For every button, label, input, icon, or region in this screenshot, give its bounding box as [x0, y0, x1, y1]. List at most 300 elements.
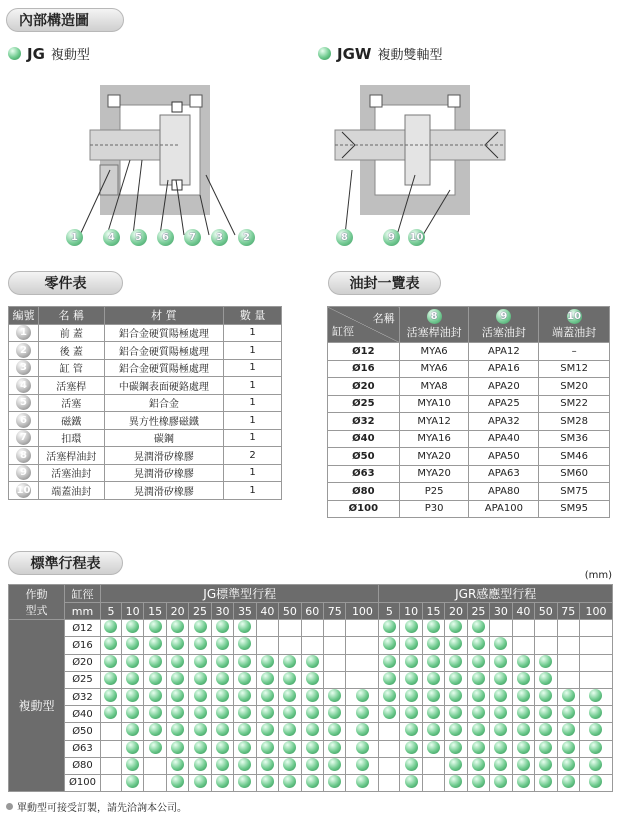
jg-stroke-cell — [234, 774, 256, 791]
part-material-cell: 鋁合金硬質陽極處理 — [104, 324, 224, 342]
available-icon — [472, 637, 485, 650]
jgr-stroke-header: 25 — [467, 603, 489, 620]
seal-number-icon: 9 — [496, 309, 511, 324]
jgr-stroke-cell — [557, 671, 579, 688]
bore-cell: Ø32 — [328, 413, 400, 431]
available-icon — [194, 620, 207, 633]
jgr-stroke-cell — [445, 637, 467, 654]
jgr-stroke-cell — [579, 757, 612, 774]
jg-stroke-cell — [279, 723, 301, 740]
available-icon — [494, 706, 507, 719]
part-number-cell — [9, 482, 39, 500]
jg-stroke-cell — [234, 740, 256, 757]
jg-stroke-cell — [166, 706, 188, 723]
available-icon — [494, 775, 507, 788]
jgr-stroke-cell — [467, 706, 489, 723]
jgr-stroke-cell — [400, 620, 422, 637]
jg-stroke-cell — [189, 757, 211, 774]
part-qty-cell: 1 — [224, 412, 282, 430]
jgr-stroke-header: 5 — [379, 603, 400, 620]
jgr-stroke-cell — [422, 740, 444, 757]
part-number-cell — [9, 429, 39, 447]
available-icon — [517, 741, 530, 754]
part-qty-cell: 1 — [224, 394, 282, 412]
available-icon — [194, 637, 207, 650]
available-icon — [517, 672, 530, 685]
part-number-cell — [9, 377, 39, 395]
jg-stroke-cell — [189, 706, 211, 723]
seal-col-8 — [399, 307, 469, 343]
jgr-stroke-cell — [379, 774, 400, 791]
jg-stroke-cell — [101, 723, 122, 740]
available-icon — [238, 758, 251, 771]
available-icon — [126, 655, 139, 668]
jgr-stroke-cell — [490, 620, 512, 637]
available-icon — [238, 741, 251, 754]
available-icon — [539, 689, 552, 702]
jgr-stroke-header: 75 — [557, 603, 579, 620]
jg-stroke-cell — [101, 688, 122, 705]
jgr-stroke-header: 20 — [445, 603, 467, 620]
bore-cell: Ø12 — [65, 620, 101, 637]
jgr-stroke-cell — [422, 654, 444, 671]
table-row — [9, 482, 282, 500]
jgr-stroke-cell — [445, 654, 467, 671]
available-icon — [149, 741, 162, 754]
available-icon — [216, 706, 229, 719]
jg-stroke-header: 40 — [256, 603, 278, 620]
available-icon — [283, 689, 296, 702]
available-icon — [405, 672, 418, 685]
unit-label: (mm) — [584, 570, 612, 581]
part-qty-cell: 1 — [224, 342, 282, 360]
available-icon — [589, 758, 602, 771]
part-material-cell: 晃潤滑矽橡膠 — [104, 464, 224, 482]
part-number-cell — [9, 464, 39, 482]
jg-stroke-cell — [211, 671, 233, 688]
jg-stroke-cell — [279, 740, 301, 757]
jg-stroke-cell — [211, 740, 233, 757]
footnote-text: 單動型可接受訂製，請先洽詢本公司。 — [17, 803, 187, 814]
jg-stroke-cell — [211, 637, 233, 654]
part-name-cell: 活塞桿 — [38, 377, 104, 395]
jg-stroke-cell — [256, 654, 278, 671]
available-icon — [149, 620, 162, 633]
table-row — [9, 447, 282, 465]
jg-stroke-cell — [144, 740, 166, 757]
jg-stroke-cell — [121, 654, 143, 671]
available-icon — [589, 775, 602, 788]
jg-stroke-cell — [211, 774, 233, 791]
jgr-stroke-cell — [535, 706, 557, 723]
stroke-table-title — [8, 551, 123, 575]
part-name-cell: 活塞桿油封 — [38, 447, 104, 465]
available-icon — [494, 689, 507, 702]
part-number-cell — [9, 342, 39, 360]
jg-stroke-header: 5 — [101, 603, 122, 620]
jgr-stroke-cell — [379, 740, 400, 757]
available-icon — [427, 655, 440, 668]
table-row — [9, 324, 282, 342]
jg-stroke-header: 75 — [324, 603, 346, 620]
jg-stroke-cell — [144, 774, 166, 791]
jg-stroke-cell — [166, 620, 188, 637]
jgr-stroke-cell — [379, 706, 400, 723]
callout-4: 4 — [103, 229, 120, 246]
jg-stroke-header: 50 — [279, 603, 301, 620]
jg-stroke-cell — [346, 740, 379, 757]
available-icon — [356, 723, 369, 736]
jgr-stroke-cell — [400, 740, 422, 757]
jgr-stroke-cell — [535, 757, 557, 774]
available-icon — [562, 723, 575, 736]
part-material-cell: 晃潤滑矽橡膠 — [104, 482, 224, 500]
table-row — [328, 413, 610, 431]
jg-stroke-cell — [301, 671, 323, 688]
jg-stroke-cell — [346, 671, 379, 688]
available-icon — [449, 637, 462, 650]
jgr-stroke-cell — [467, 671, 489, 688]
jg-stroke-cell — [121, 637, 143, 654]
parts-title-text: 零件表 — [44, 276, 87, 292]
available-icon — [261, 706, 274, 719]
jg-stroke-cell — [324, 671, 346, 688]
available-icon — [589, 723, 602, 736]
part-qty-cell: 2 — [224, 447, 282, 465]
available-icon — [104, 637, 117, 650]
available-icon — [589, 689, 602, 702]
seal-code-cell: MYA10 — [399, 395, 469, 413]
seals-corner-header — [328, 307, 400, 343]
action-type-header — [9, 585, 65, 620]
jg-stroke-cell — [166, 774, 188, 791]
table-row — [9, 757, 613, 774]
available-icon — [216, 620, 229, 633]
part-material-cell: 鋁合金 — [104, 394, 224, 412]
parts-table-title — [8, 271, 123, 295]
jg-stroke-header: 100 — [346, 603, 379, 620]
available-icon — [449, 706, 462, 719]
section-title-internal-structure — [6, 8, 124, 32]
table-row — [9, 740, 613, 757]
table-row — [328, 448, 610, 466]
jg-stroke-cell — [324, 637, 346, 654]
callout-7: 7 — [184, 229, 201, 246]
available-icon — [306, 689, 319, 702]
bore-cell: Ø20 — [328, 378, 400, 396]
available-icon — [494, 655, 507, 668]
jg-stroke-cell — [189, 637, 211, 654]
available-icon — [261, 672, 274, 685]
jg-callout-row — [66, 229, 255, 246]
seal-code-cell: APA20 — [469, 378, 539, 396]
available-icon — [383, 689, 396, 702]
available-icon — [104, 672, 117, 685]
available-icon — [261, 723, 274, 736]
jg-stroke-cell — [324, 774, 346, 791]
available-icon — [216, 655, 229, 668]
available-icon — [494, 672, 507, 685]
available-icon — [328, 689, 341, 702]
jgr-stroke-cell — [557, 757, 579, 774]
jg-stroke-cell — [211, 757, 233, 774]
jg-stroke-cell — [301, 706, 323, 723]
jgr-stroke-cell — [400, 706, 422, 723]
available-icon — [405, 655, 418, 668]
available-icon — [171, 655, 184, 668]
callout-6: 6 — [157, 229, 174, 246]
col-header: 名 稱 — [38, 307, 104, 325]
table-row — [9, 464, 282, 482]
stroke-table — [8, 584, 613, 792]
available-icon — [539, 775, 552, 788]
available-icon — [194, 689, 207, 702]
seal-col-name: 活塞油封 — [481, 326, 526, 339]
seals-table-title — [328, 271, 441, 295]
available-icon — [539, 655, 552, 668]
jgr-stroke-cell — [490, 688, 512, 705]
jgr-stroke-cell — [445, 740, 467, 757]
available-icon — [216, 723, 229, 736]
available-icon — [238, 723, 251, 736]
part-name-cell: 缸 管 — [38, 359, 104, 377]
bore-cell: Ø25 — [328, 395, 400, 413]
jgr-stroke-cell — [422, 688, 444, 705]
jgr-stroke-cell — [490, 637, 512, 654]
jg-stroke-cell — [346, 774, 379, 791]
number-icon: 2 — [16, 343, 31, 358]
table-row — [9, 654, 613, 671]
jg-stroke-cell — [346, 723, 379, 740]
available-icon — [238, 620, 251, 633]
seal-code-cell: APA40 — [469, 430, 539, 448]
jgw-subtitle — [318, 44, 442, 63]
callout-10: 10 — [408, 229, 425, 246]
jgr-stroke-header: 100 — [579, 603, 612, 620]
jgr-stroke-cell — [557, 774, 579, 791]
part-qty-cell: 1 — [224, 324, 282, 342]
jgr-stroke-cell — [400, 688, 422, 705]
jg-stroke-cell — [166, 671, 188, 688]
jg-stroke-cell — [256, 774, 278, 791]
number-icon: 7 — [16, 430, 31, 445]
available-icon — [126, 758, 139, 771]
available-icon — [383, 672, 396, 685]
jg-stroke-cell — [101, 774, 122, 791]
part-qty-cell: 1 — [224, 464, 282, 482]
jg-stroke-cell — [279, 637, 301, 654]
jg-stroke-cell — [234, 620, 256, 637]
table-row — [9, 774, 613, 791]
jgr-stroke-cell — [400, 654, 422, 671]
seal-code-cell: APA25 — [469, 395, 539, 413]
available-icon — [405, 706, 418, 719]
jgr-stroke-cell — [512, 620, 534, 637]
bullet-icon — [318, 47, 331, 60]
table-row — [9, 620, 613, 637]
jgr-stroke-cell — [512, 637, 534, 654]
part-qty-cell: 1 — [224, 429, 282, 447]
bore-cell: Ø40 — [65, 706, 101, 723]
mm-header: mm — [65, 603, 101, 620]
table-row — [9, 412, 282, 430]
available-icon — [449, 723, 462, 736]
jg-stroke-cell — [101, 654, 122, 671]
available-icon — [149, 637, 162, 650]
part-name-cell: 後 蓋 — [38, 342, 104, 360]
available-icon — [306, 723, 319, 736]
jg-stroke-cell — [256, 671, 278, 688]
available-icon — [283, 655, 296, 668]
table-row — [328, 343, 610, 361]
jgr-stroke-cell — [512, 774, 534, 791]
available-icon — [427, 706, 440, 719]
table-row — [9, 394, 282, 412]
jg-stroke-cell — [234, 654, 256, 671]
jg-stroke-header: 35 — [234, 603, 256, 620]
available-icon — [171, 775, 184, 788]
col-header: 數 量 — [224, 307, 282, 325]
jg-stroke-header: 15 — [144, 603, 166, 620]
jg-stroke-cell — [144, 620, 166, 637]
part-number-cell — [9, 324, 39, 342]
callout-8: 8 — [336, 229, 353, 246]
jgr-stroke-cell — [422, 671, 444, 688]
jg-stroke-cell — [121, 723, 143, 740]
jg-stroke-cell — [346, 654, 379, 671]
jg-stroke-cell — [211, 688, 233, 705]
parts-header-row — [9, 307, 282, 325]
available-icon — [328, 775, 341, 788]
jgr-stroke-cell — [400, 637, 422, 654]
jg-stroke-cell — [256, 620, 278, 637]
jgw-suffix: 複動雙軸型 — [377, 48, 443, 63]
bore-cell: Ø16 — [65, 637, 101, 654]
jgr-stroke-cell — [535, 654, 557, 671]
available-icon — [383, 620, 396, 633]
seal-col-10 — [539, 307, 610, 343]
available-icon — [517, 758, 530, 771]
parts-table — [8, 306, 282, 500]
jg-stroke-cell — [301, 688, 323, 705]
number-icon: 6 — [16, 413, 31, 428]
available-icon — [104, 620, 117, 633]
jg-stroke-cell — [301, 620, 323, 637]
table-row — [328, 430, 610, 448]
available-icon — [216, 758, 229, 771]
available-icon — [306, 672, 319, 685]
jg-stroke-cell — [101, 706, 122, 723]
available-icon — [283, 758, 296, 771]
table-row — [328, 378, 610, 396]
jgr-stroke-cell — [422, 774, 444, 791]
available-icon — [405, 637, 418, 650]
jgr-stroke-cell — [467, 740, 489, 757]
part-qty-cell: 1 — [224, 482, 282, 500]
available-icon — [194, 655, 207, 668]
available-icon — [494, 637, 507, 650]
callout-2: 2 — [238, 229, 255, 246]
jgr-stroke-cell — [445, 774, 467, 791]
available-icon — [171, 672, 184, 685]
callout-9: 9 — [383, 229, 400, 246]
jgr-stroke-cell — [557, 620, 579, 637]
available-icon — [472, 655, 485, 668]
jgw-label: JGW — [337, 44, 372, 63]
available-icon — [238, 672, 251, 685]
seal-code-cell: SM20 — [539, 378, 610, 396]
available-icon — [539, 741, 552, 754]
part-name-cell: 活塞油封 — [38, 464, 104, 482]
available-icon — [261, 689, 274, 702]
table-row — [9, 359, 282, 377]
available-icon — [216, 689, 229, 702]
number-icon: 8 — [16, 448, 31, 463]
jg-stroke-cell — [189, 620, 211, 637]
jgr-stroke-cell — [490, 757, 512, 774]
part-qty-cell: 1 — [224, 377, 282, 395]
seal-code-cell: – — [539, 343, 610, 361]
available-icon — [194, 741, 207, 754]
seal-code-cell: SM36 — [539, 430, 610, 448]
jgr-stroke-cell — [422, 706, 444, 723]
jgr-stroke-cell — [557, 654, 579, 671]
bore-cell: Ø50 — [65, 723, 101, 740]
bore-cell: Ø20 — [65, 654, 101, 671]
available-icon — [328, 723, 341, 736]
part-material-cell: 晃潤滑矽橡膠 — [104, 447, 224, 465]
bore-cell: Ø40 — [328, 430, 400, 448]
jgr-stroke-cell — [557, 637, 579, 654]
seal-code-cell: MYA20 — [399, 448, 469, 466]
jgr-stroke-cell — [512, 688, 534, 705]
seal-code-cell: APA100 — [469, 500, 539, 518]
seal-code-cell: SM46 — [539, 448, 610, 466]
number-icon: 4 — [16, 378, 31, 393]
available-icon — [104, 655, 117, 668]
available-icon — [562, 741, 575, 754]
available-icon — [283, 723, 296, 736]
seal-code-cell: P25 — [399, 483, 469, 501]
available-icon — [261, 741, 274, 754]
available-icon — [306, 741, 319, 754]
part-name-cell: 活塞 — [38, 394, 104, 412]
seal-code-cell: SM95 — [539, 500, 610, 518]
seal-code-cell: MYA6 — [399, 360, 469, 378]
available-icon — [149, 689, 162, 702]
available-icon — [328, 706, 341, 719]
available-icon — [238, 775, 251, 788]
part-material-cell: 鋁合金硬質陽極處理 — [104, 342, 224, 360]
jg-stroke-cell — [301, 740, 323, 757]
available-icon — [356, 741, 369, 754]
jg-stroke-cell — [211, 706, 233, 723]
jgr-stroke-cell — [422, 757, 444, 774]
part-name-cell: 扣環 — [38, 429, 104, 447]
number-icon: 9 — [16, 465, 31, 480]
jg-stroke-cell — [189, 654, 211, 671]
available-icon — [427, 689, 440, 702]
available-icon — [472, 723, 485, 736]
jg-stroke-cell — [301, 723, 323, 740]
available-icon — [449, 758, 462, 771]
jgr-stroke-cell — [579, 740, 612, 757]
table-row — [9, 671, 613, 688]
available-icon — [216, 741, 229, 754]
available-icon — [171, 758, 184, 771]
table-row — [9, 723, 613, 740]
jg-stroke-cell — [189, 740, 211, 757]
